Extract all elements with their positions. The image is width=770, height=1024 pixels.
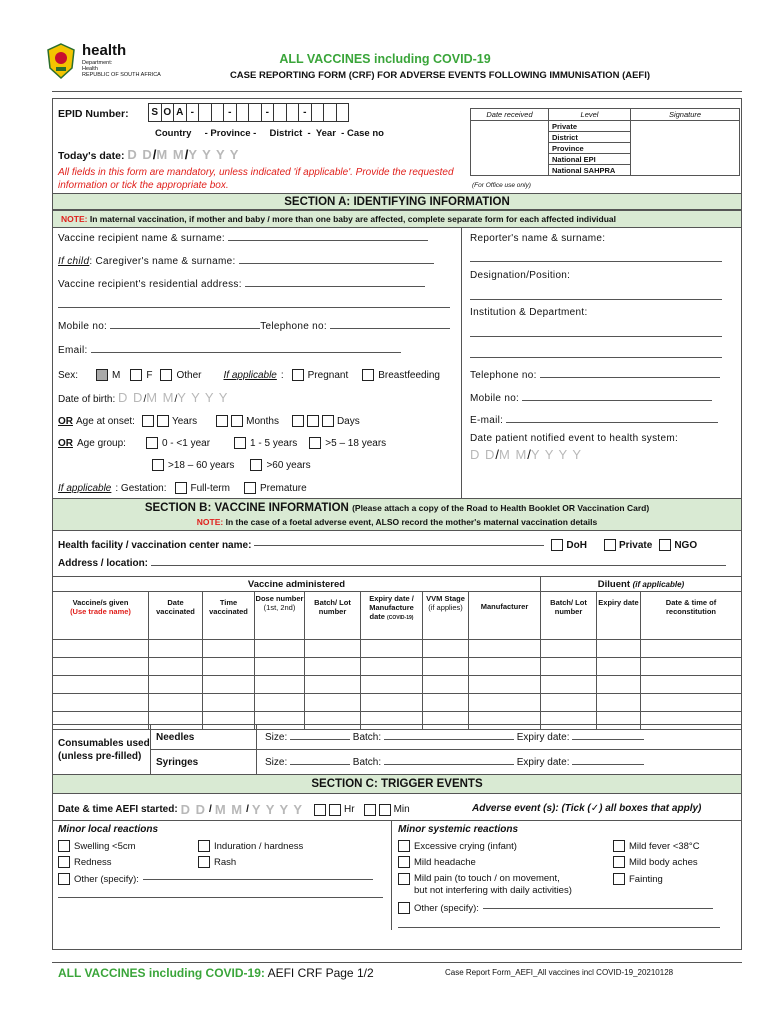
table-cell[interactable] — [423, 658, 469, 676]
section-c-vdivider — [391, 820, 392, 930]
age-group-checkbox[interactable] — [309, 437, 321, 449]
table-cell[interactable] — [469, 640, 541, 658]
table-row — [53, 694, 742, 712]
section-c-title: SECTION C: TRIGGER EVENTS — [52, 774, 742, 794]
office-level: National SAHPRA — [549, 165, 631, 176]
age-group-row: OR Age group: 0 - <1 year 1 - 5 years >5 – 18 years — [58, 437, 387, 449]
office-header-signature: Signature — [631, 109, 740, 121]
today-yyyy: Y Y Y Y — [188, 147, 240, 162]
table-row — [53, 658, 742, 676]
sex-row: Sex: M F Other If applicable : Pregnant Breastfeeding — [58, 369, 440, 381]
office-level: District — [549, 132, 631, 143]
col-diluent-batch: Batch/ Lot number — [541, 592, 597, 640]
premature-checkbox[interactable] — [244, 482, 256, 494]
col-diluent-expiry: Expiry date — [597, 592, 641, 640]
needles-fields[interactable]: Size: Batch: Expiry date: — [257, 725, 742, 750]
table-cell[interactable] — [149, 676, 203, 694]
fullterm-checkbox[interactable] — [175, 482, 187, 494]
phone-fields[interactable]: Mobile no: Telephone no: — [58, 321, 450, 332]
ngo-checkbox[interactable] — [659, 539, 671, 551]
footer-left: ALL VACCINES including COVID-19: AEFI CRF Page 1/2 — [58, 966, 374, 980]
email-field[interactable]: Email: — [58, 345, 401, 356]
col-batch: Batch/ Lot number — [305, 592, 361, 640]
table-cell[interactable] — [305, 676, 361, 694]
page-title: ALL VACCINES including COVID-19 — [279, 52, 491, 66]
table-row — [53, 676, 742, 694]
table-cell[interactable] — [203, 694, 255, 712]
adverse-events-header: Adverse event (s): (Tick (✓) all boxes that apply) — [472, 803, 702, 814]
vaccine-table — [52, 576, 742, 730]
hour-box-2[interactable] — [329, 804, 341, 816]
sys-item: Mild body aches — [613, 856, 698, 868]
col-vaccine: Vaccine/s given (Use trade name) — [53, 592, 149, 640]
table-cell[interactable] — [541, 694, 597, 712]
sex-other-checkbox[interactable] — [160, 369, 172, 381]
table-row — [53, 640, 742, 658]
epid-caption: Country - Province - District - Year - Case no — [155, 128, 384, 139]
private-checkbox[interactable] — [604, 539, 616, 551]
table-cell[interactable] — [305, 640, 361, 658]
logo-sub2: Health — [82, 66, 98, 72]
age-onset-row: OR Age at onset: Years Months Days — [58, 415, 360, 427]
table-cell[interactable] — [361, 658, 423, 676]
table-cell[interactable] — [597, 658, 641, 676]
table-cell[interactable] — [305, 694, 361, 712]
address-location-field[interactable]: Address / location: — [58, 558, 726, 569]
rash-checkbox[interactable] — [198, 856, 210, 868]
age-group-checkbox[interactable] — [234, 437, 246, 449]
table-cell[interactable] — [53, 676, 149, 694]
section-a-title: SECTION A: IDENTIFYING INFORMATION — [52, 193, 742, 210]
section-a-note-label: NOTE: — [61, 214, 88, 224]
today-mm: M M — [156, 147, 185, 162]
office-level: Private — [549, 121, 631, 132]
epid-box[interactable]: S — [148, 103, 162, 122]
header-divider — [52, 91, 742, 92]
table-cell[interactable] — [597, 676, 641, 694]
table-cell[interactable] — [361, 694, 423, 712]
office-footnote: (For Office use only) — [472, 182, 531, 189]
col-time-vaccinated: Time vaccinated — [203, 592, 255, 640]
swelling-checkbox[interactable] — [58, 840, 70, 852]
minor-systemic-header: Minor systemic reactions — [398, 824, 519, 835]
table-cell[interactable] — [255, 694, 305, 712]
table-cell[interactable] — [541, 676, 597, 694]
needles-label: Needles — [151, 725, 257, 750]
table-cell[interactable] — [203, 676, 255, 694]
syringes-fields[interactable]: Size: Batch: Expiry date: — [257, 750, 742, 775]
local-item: Swelling <5cm — [58, 840, 136, 852]
dob-field[interactable]: Date of birth: D D/M M/Y Y Y Y — [58, 390, 229, 405]
local-other-checkbox[interactable] — [58, 873, 70, 885]
table-cell[interactable] — [255, 640, 305, 658]
reporter-mobile-field[interactable]: Mobile no: — [470, 393, 712, 404]
age-months-box-2[interactable] — [231, 415, 243, 427]
reporter-telephone-field[interactable]: Telephone no: — [470, 370, 720, 381]
hour-box-1[interactable] — [314, 804, 326, 816]
headache-checkbox[interactable] — [398, 856, 410, 868]
epid-box[interactable]: - — [298, 103, 312, 122]
induration-checkbox[interactable] — [198, 840, 210, 852]
doh-checkbox[interactable] — [551, 539, 563, 551]
table-cell[interactable] — [469, 694, 541, 712]
fainting-checkbox[interactable] — [613, 873, 625, 885]
section-b-note: In the case of a foetal adverse event, ALSO record the mother's maternal vaccination details — [225, 517, 598, 527]
table-cell[interactable] — [255, 676, 305, 694]
table-cell[interactable] — [361, 676, 423, 694]
notified-date-label: Date patient notified event to health system: — [470, 433, 679, 444]
sex-label: Sex: — [58, 369, 79, 381]
table-cell[interactable] — [53, 640, 149, 658]
table-cell[interactable] — [641, 694, 742, 712]
recipient-name-field[interactable]: Vaccine recipient name & surname: — [58, 233, 428, 244]
local-item: Redness — [58, 856, 112, 868]
epid-box[interactable]: O — [161, 103, 175, 122]
today-dd: D D — [127, 147, 153, 162]
footer-right: Case Report Form_AEFI_All vaccines incl COVID-19_20210128 — [445, 968, 674, 977]
table-cell[interactable] — [597, 640, 641, 658]
table-cell[interactable] — [149, 658, 203, 676]
age-days-box-2[interactable] — [307, 415, 319, 427]
table-cell[interactable] — [641, 640, 742, 658]
epid-label: EPID Number: — [58, 108, 129, 120]
epid-box[interactable]: - — [186, 103, 200, 122]
reporter-name-label: Reporter's name & surname: — [470, 233, 606, 244]
mandatory-note: All fields in this form are mandatory, unless indicated 'if applicable'. Provide the requested information or tick the appropriate box. — [58, 167, 454, 191]
table-cell[interactable] — [149, 640, 203, 658]
table-cell[interactable] — [361, 640, 423, 658]
age-group-checkbox[interactable] — [152, 459, 164, 471]
mild-pain-checkbox[interactable] — [398, 873, 410, 885]
table-cell[interactable] — [149, 694, 203, 712]
page-subtitle: CASE REPORTING FORM (CRF) FOR ADVERSE EVENTS FOLLOWING IMMUNISATION (AEFI) — [229, 70, 651, 81]
col-reconstitution: Date & time of reconstitution — [641, 592, 742, 640]
section-b-title: SECTION B: VACCINE INFORMATION — [144, 502, 349, 514]
vaccine-admin-header: Vaccine administered — [53, 577, 541, 592]
table-cell[interactable] — [469, 658, 541, 676]
col-dose: Dose number (1st, 2nd) — [255, 592, 305, 640]
epid-box[interactable]: A — [173, 103, 187, 122]
minor-local-header: Minor local reactions — [58, 824, 159, 835]
reporter-email-field[interactable]: E-mail: — [470, 415, 718, 426]
local-item: Rash — [198, 856, 236, 868]
table-cell[interactable] — [541, 640, 597, 658]
age-days-box-1[interactable] — [292, 415, 304, 427]
age-years-box-2[interactable] — [157, 415, 169, 427]
aefi-start-row: Date & time AEFI started: D D / M M / Y Y Y Y Hr Min — [58, 802, 410, 817]
today-date[interactable]: Today's date: D D/M M/Y Y Y Y — [58, 147, 240, 162]
table-cell[interactable] — [203, 640, 255, 658]
table-cell[interactable] — [203, 658, 255, 676]
office-level: Province — [549, 143, 631, 154]
footer-divider — [52, 962, 742, 963]
institution-input-2[interactable] — [470, 348, 722, 358]
sys-item: Mild headache — [398, 856, 476, 868]
sys-item: Mild pain (to touch / on movement, but not interfering with daily activities) — [398, 873, 572, 897]
table-cell[interactable] — [255, 658, 305, 676]
section-b-header: SECTION B: VACCINE INFORMATION (Please attach a copy of the Road to Health Booklet OR Vaccination Card) NOTE: In the case of a foetal adverse event, ALSO record the mother's maternal vaccination details — [52, 498, 742, 531]
pregnant-checkbox[interactable] — [292, 369, 304, 381]
caregiver-name-field[interactable]: If child: Caregiver's name & surname: — [58, 256, 434, 267]
table-cell[interactable] — [423, 694, 469, 712]
section-a-note — [52, 210, 742, 228]
office-level: National EPI — [549, 154, 631, 165]
age-group-checkbox[interactable] — [146, 437, 158, 449]
age-months-box-1[interactable] — [216, 415, 228, 427]
designation-input[interactable] — [470, 290, 722, 300]
table-cell[interactable] — [641, 658, 742, 676]
fever-checkbox[interactable] — [613, 840, 625, 852]
epid-box[interactable]: - — [223, 103, 237, 122]
table-cell[interactable] — [53, 658, 149, 676]
col-date-vaccinated: Date vaccinated — [149, 592, 203, 640]
table-cell[interactable] — [597, 694, 641, 712]
sys-item: Mild fever <38°C — [613, 840, 700, 852]
logo-sub3: REPUBLIC OF SOUTH AFRICA — [82, 72, 161, 78]
local-other-input-2[interactable] — [58, 888, 383, 898]
sex-m-checkbox[interactable] — [96, 369, 108, 381]
sys-other-checkbox[interactable] — [398, 902, 410, 914]
sys-other-input[interactable] — [483, 908, 713, 909]
table-cell[interactable] — [305, 658, 361, 676]
local-item: Induration / hardness — [198, 840, 303, 852]
sys-other-input-2[interactable] — [398, 918, 720, 928]
reporter-name-input[interactable] — [470, 252, 722, 262]
syringes-label: Syringes — [151, 750, 257, 775]
designation-label: Designation/Position: — [470, 270, 571, 281]
consumables-table — [52, 724, 742, 775]
sys-item: Excessive crying (infant) — [398, 840, 517, 852]
body-aches-checkbox[interactable] — [613, 856, 625, 868]
table-cell[interactable] — [53, 694, 149, 712]
section-c-divider — [52, 820, 742, 821]
redness-checkbox[interactable] — [58, 856, 70, 868]
age-days-box-3[interactable] — [322, 415, 334, 427]
age-years-box-1[interactable] — [142, 415, 154, 427]
table-cell[interactable] — [469, 676, 541, 694]
local-other-input[interactable] — [143, 879, 373, 880]
institution-input[interactable] — [470, 327, 722, 337]
minute-box-1[interactable] — [364, 804, 376, 816]
office-header-level: Level — [549, 109, 631, 121]
table-cell[interactable] — [641, 676, 742, 694]
institution-label: Institution & Department: — [470, 307, 588, 318]
age-group-checkbox[interactable] — [250, 459, 262, 471]
sys-item: Other (specify): — [398, 902, 713, 914]
gestation-row: If applicable : Gestation: Full-term Premature — [58, 482, 307, 494]
consumables-label: Consumables used (unless pre-filled) — [53, 725, 151, 775]
table-cell[interactable] — [423, 640, 469, 658]
logo-sub1: Department: — [82, 60, 113, 66]
logo-title: health — [82, 42, 127, 59]
col-manufacturer: Manufacturer — [469, 592, 541, 640]
epid-box[interactable]: - — [261, 103, 275, 122]
sex-f-checkbox[interactable] — [130, 369, 142, 381]
section-a-divider — [461, 228, 462, 498]
office-header-date: Date received — [471, 109, 549, 121]
address-field[interactable]: Vaccine recipient's residential address: — [58, 279, 425, 290]
address-line-2[interactable] — [58, 296, 450, 308]
diluent-header: Diluent (if applicable) — [541, 577, 742, 592]
section-a-note-text: In maternal vaccination, if mother and baby / more than one baby are affected, complete separate form for each affected individual — [89, 214, 617, 224]
notified-date-input[interactable]: D D/M M/Y Y Y Y — [470, 447, 583, 462]
section-b-title-extra: (Please attach a copy of the Road to Health Booklet OR Vaccination Card) — [352, 503, 650, 513]
local-item: Other (specify): — [58, 873, 373, 885]
breastfeeding-checkbox[interactable] — [362, 369, 374, 381]
age-group-row-2: >18 – 60 years >60 years — [152, 459, 311, 471]
crying-checkbox[interactable] — [398, 840, 410, 852]
today-label: Today's date: — [58, 150, 125, 162]
col-vvm: VVM Stage (if applies) — [423, 592, 469, 640]
minute-box-2[interactable] — [379, 804, 391, 816]
sys-item: Fainting — [613, 873, 663, 885]
table-cell[interactable] — [423, 676, 469, 694]
table-cell[interactable] — [541, 658, 597, 676]
facility-row: Health facility / vaccination center name: DoH Private NGO — [58, 539, 698, 551]
col-expiry: Expiry date / Manufacture date (COVID-19) — [361, 592, 423, 640]
facility-input[interactable] — [254, 545, 544, 546]
